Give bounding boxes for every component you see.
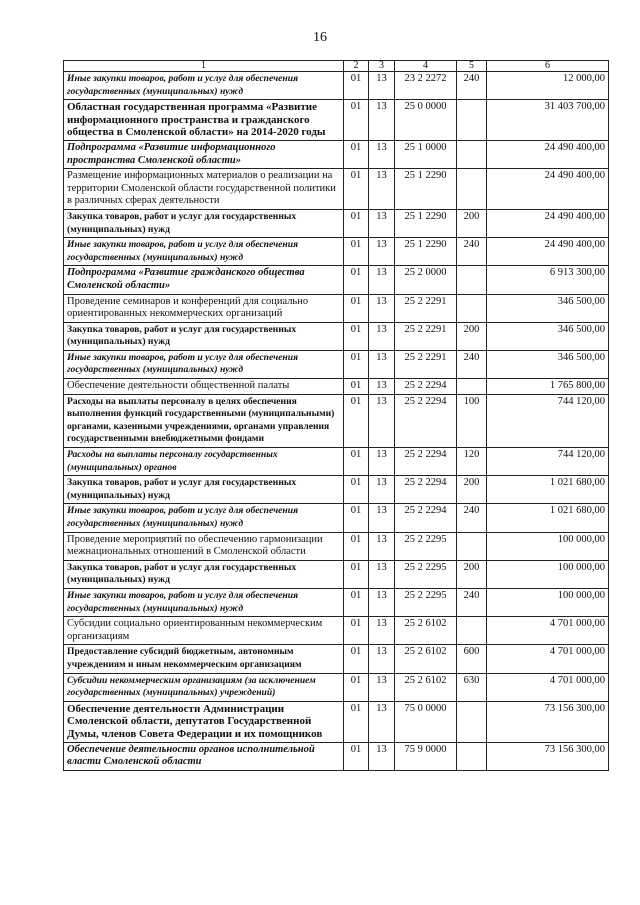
row-target-code-cell: 75 0 0000 (395, 701, 457, 742)
row-expense-type-cell: 200 (457, 322, 487, 350)
row-amount-cell: 1 765 800,00 (487, 379, 609, 395)
row-subsection-cell: 13 (369, 617, 395, 645)
row-target-code-cell: 25 1 2290 (395, 238, 457, 266)
row-name-cell: Проведение семинаров и конференций для социально ориентированных некоммерческих организаций (64, 294, 344, 322)
row-subsection-cell: 13 (369, 350, 395, 378)
column-header-5: 5 (457, 61, 487, 72)
table-row (64, 394, 609, 447)
row-section-cell: 01 (344, 476, 369, 504)
row-amount-cell: 12 000,00 (487, 72, 609, 100)
table-row (64, 617, 609, 645)
row-expense-type-cell: 600 (457, 645, 487, 673)
table-row (64, 532, 609, 560)
table-row (64, 266, 609, 294)
row-section-cell: 01 (344, 140, 369, 168)
table-row (64, 140, 609, 168)
table-row (64, 742, 609, 770)
table-row (64, 379, 609, 395)
table-row (64, 100, 609, 141)
row-amount-cell: 6 913 300,00 (487, 266, 609, 294)
row-name-cell: Расходы на выплаты персоналу в целях обеспечения выполнения функций государственными (муниципальными) органами, казенными учреждениями, органами управления государственными внебюджетными фондами (64, 394, 344, 447)
row-name-cell: Субсидии социально ориентированным некоммерческим организациям (64, 617, 344, 645)
table-row (64, 701, 609, 742)
row-amount-cell: 346 500,00 (487, 322, 609, 350)
row-target-code-cell: 25 2 2294 (395, 476, 457, 504)
row-expense-type-cell: 240 (457, 588, 487, 616)
row-name-cell: Иные закупки товаров, работ и услуг для обеспечения государственных (муниципальных) нужд (64, 504, 344, 532)
row-expense-type-cell (457, 532, 487, 560)
row-section-cell: 01 (344, 617, 369, 645)
row-name-cell: Иные закупки товаров, работ и услуг для обеспечения государственных (муниципальных) нужд (64, 588, 344, 616)
row-amount-cell: 4 701 000,00 (487, 673, 609, 701)
row-amount-cell: 100 000,00 (487, 532, 609, 560)
row-section-cell: 01 (344, 379, 369, 395)
row-target-code-cell: 25 2 2294 (395, 379, 457, 395)
row-subsection-cell: 13 (369, 701, 395, 742)
column-header-1: 1 (64, 61, 344, 72)
row-expense-type-cell: 200 (457, 209, 487, 237)
row-section-cell: 01 (344, 673, 369, 701)
row-section-cell: 01 (344, 504, 369, 532)
row-name-cell: Предоставление субсидий бюджетным, автономным учреждениям и иным некоммерческим организациям (64, 645, 344, 673)
row-expense-type-cell: 240 (457, 238, 487, 266)
row-expense-type-cell (457, 617, 487, 645)
row-name-cell: Расходы на выплаты персоналу государственных (муниципальных) органов (64, 448, 344, 476)
row-expense-type-cell: 200 (457, 476, 487, 504)
row-expense-type-cell: 240 (457, 350, 487, 378)
row-expense-type-cell: 200 (457, 560, 487, 588)
table-row (64, 294, 609, 322)
row-expense-type-cell: 630 (457, 673, 487, 701)
row-amount-cell: 4 701 000,00 (487, 645, 609, 673)
table-row (64, 673, 609, 701)
row-section-cell: 01 (344, 560, 369, 588)
row-amount-cell: 24 490 400,00 (487, 140, 609, 168)
row-amount-cell: 4 701 000,00 (487, 617, 609, 645)
row-expense-type-cell (457, 140, 487, 168)
row-section-cell: 01 (344, 72, 369, 100)
row-subsection-cell: 13 (369, 266, 395, 294)
row-amount-cell: 24 490 400,00 (487, 238, 609, 266)
row-expense-type-cell (457, 100, 487, 141)
row-subsection-cell: 13 (369, 379, 395, 395)
row-subsection-cell: 13 (369, 140, 395, 168)
row-name-cell: Подпрограмма «Развитие информационного пространства Смоленской области» (64, 140, 344, 168)
row-expense-type-cell: 240 (457, 72, 487, 100)
table-row (64, 238, 609, 266)
page-number: 16 (313, 30, 327, 45)
row-section-cell: 01 (344, 322, 369, 350)
row-target-code-cell: 25 2 2294 (395, 448, 457, 476)
row-amount-cell: 24 490 400,00 (487, 209, 609, 237)
row-subsection-cell: 13 (369, 394, 395, 447)
row-target-code-cell: 25 1 2290 (395, 209, 457, 237)
row-name-cell: Иные закупки товаров, работ и услуг для обеспечения государственных (муниципальных) нужд (64, 350, 344, 378)
column-header-4: 4 (395, 61, 457, 72)
budget-table (63, 60, 609, 771)
row-section-cell: 01 (344, 350, 369, 378)
row-subsection-cell: 13 (369, 673, 395, 701)
row-subsection-cell: 13 (369, 448, 395, 476)
row-section-cell: 01 (344, 100, 369, 141)
row-amount-cell: 744 120,00 (487, 394, 609, 447)
row-section-cell: 01 (344, 266, 369, 294)
row-target-code-cell: 25 2 2291 (395, 350, 457, 378)
row-target-code-cell: 25 2 6102 (395, 673, 457, 701)
row-subsection-cell: 13 (369, 238, 395, 266)
row-expense-type-cell (457, 294, 487, 322)
row-expense-type-cell (457, 701, 487, 742)
table-row (64, 588, 609, 616)
row-name-cell: Размещение информационных материалов о реализации на территории Смоленской области государственной политики в различных сферах деятельности (64, 169, 344, 210)
row-amount-cell: 346 500,00 (487, 350, 609, 378)
row-section-cell: 01 (344, 588, 369, 616)
row-subsection-cell: 13 (369, 294, 395, 322)
row-target-code-cell: 25 0 0000 (395, 100, 457, 141)
row-expense-type-cell: 120 (457, 448, 487, 476)
row-subsection-cell: 13 (369, 742, 395, 770)
row-subsection-cell: 13 (369, 560, 395, 588)
row-target-code-cell: 25 2 2295 (395, 588, 457, 616)
row-subsection-cell: 13 (369, 209, 395, 237)
row-target-code-cell: 23 2 2272 (395, 72, 457, 100)
row-name-cell: Закупка товаров, работ и услуг для государственных (муниципальных) нужд (64, 560, 344, 588)
row-name-cell: Проведение мероприятий по обеспечению гармонизации межнациональных отношений в Смоленской области (64, 532, 344, 560)
column-header-6: 6 (487, 61, 609, 72)
row-amount-cell: 31 403 700,00 (487, 100, 609, 141)
row-subsection-cell: 13 (369, 645, 395, 673)
row-target-code-cell: 25 2 6102 (395, 617, 457, 645)
row-amount-cell: 73 156 300,00 (487, 742, 609, 770)
row-expense-type-cell (457, 742, 487, 770)
row-target-code-cell: 25 2 2295 (395, 532, 457, 560)
row-subsection-cell: 13 (369, 476, 395, 504)
row-target-code-cell: 25 2 2291 (395, 322, 457, 350)
row-target-code-cell: 75 9 0000 (395, 742, 457, 770)
row-amount-cell: 73 156 300,00 (487, 701, 609, 742)
row-name-cell: Иные закупки товаров, работ и услуг для обеспечения государственных (муниципальных) нужд (64, 72, 344, 100)
table-row (64, 209, 609, 237)
table-row (64, 322, 609, 350)
row-section-cell: 01 (344, 294, 369, 322)
row-name-cell: Обеспечение деятельности органов исполнительной власти Смоленской области (64, 742, 344, 770)
row-section-cell: 01 (344, 238, 369, 266)
table-row (64, 169, 609, 210)
row-amount-cell: 744 120,00 (487, 448, 609, 476)
row-name-cell: Иные закупки товаров, работ и услуг для обеспечения государственных (муниципальных) нужд (64, 238, 344, 266)
table-row (64, 72, 609, 100)
row-section-cell: 01 (344, 209, 369, 237)
row-target-code-cell: 25 2 2294 (395, 394, 457, 447)
row-target-code-cell: 25 2 2294 (395, 504, 457, 532)
row-section-cell: 01 (344, 394, 369, 447)
table-body (64, 72, 609, 771)
table-row (64, 560, 609, 588)
table-row (64, 645, 609, 673)
row-expense-type-cell (457, 266, 487, 294)
row-name-cell: Субсидии некоммерческим организациям (за исключением государственных (муниципальных) учреждений) (64, 673, 344, 701)
row-name-cell: Закупка товаров, работ и услуг для государственных (муниципальных) нужд (64, 209, 344, 237)
row-amount-cell: 24 490 400,00 (487, 169, 609, 210)
row-section-cell: 01 (344, 701, 369, 742)
row-subsection-cell: 13 (369, 72, 395, 100)
row-expense-type-cell (457, 379, 487, 395)
header-row (64, 61, 609, 72)
row-name-cell: Областная государственная программа «Развитие информационного пространства и гражданского общества в Смоленской области» на 2014-2020 годы (64, 100, 344, 141)
row-name-cell: Закупка товаров, работ и услуг для государственных (муниципальных) нужд (64, 322, 344, 350)
row-target-code-cell: 25 1 0000 (395, 140, 457, 168)
row-amount-cell: 1 021 680,00 (487, 504, 609, 532)
row-subsection-cell: 13 (369, 100, 395, 141)
row-subsection-cell: 13 (369, 532, 395, 560)
row-section-cell: 01 (344, 645, 369, 673)
row-section-cell: 01 (344, 448, 369, 476)
table-row (64, 476, 609, 504)
row-amount-cell: 1 021 680,00 (487, 476, 609, 504)
row-subsection-cell: 13 (369, 322, 395, 350)
row-subsection-cell: 13 (369, 169, 395, 210)
table-row (64, 448, 609, 476)
row-section-cell: 01 (344, 742, 369, 770)
row-subsection-cell: 13 (369, 588, 395, 616)
table-row (64, 504, 609, 532)
row-amount-cell: 100 000,00 (487, 588, 609, 616)
row-amount-cell: 100 000,00 (487, 560, 609, 588)
column-header-3: 3 (369, 61, 395, 72)
row-name-cell: Подпрограмма «Развитие гражданского общества Смоленской области» (64, 266, 344, 294)
row-expense-type-cell (457, 169, 487, 210)
row-name-cell: Закупка товаров, работ и услуг для государственных (муниципальных) нужд (64, 476, 344, 504)
column-header-2: 2 (344, 61, 369, 72)
row-name-cell: Обеспечение деятельности Администрации Смоленской области, депутатов Государственной Думы, членов Совета Федерации и их помощников (64, 701, 344, 742)
row-subsection-cell: 13 (369, 504, 395, 532)
row-amount-cell: 346 500,00 (487, 294, 609, 322)
table-row (64, 350, 609, 378)
row-expense-type-cell: 100 (457, 394, 487, 447)
row-section-cell: 01 (344, 532, 369, 560)
row-target-code-cell: 25 2 0000 (395, 266, 457, 294)
row-expense-type-cell: 240 (457, 504, 487, 532)
row-target-code-cell: 25 2 2291 (395, 294, 457, 322)
row-section-cell: 01 (344, 169, 369, 210)
row-name-cell: Обеспечение деятельности общественной палаты (64, 379, 344, 395)
row-target-code-cell: 25 2 6102 (395, 645, 457, 673)
row-target-code-cell: 25 1 2290 (395, 169, 457, 210)
row-target-code-cell: 25 2 2295 (395, 560, 457, 588)
